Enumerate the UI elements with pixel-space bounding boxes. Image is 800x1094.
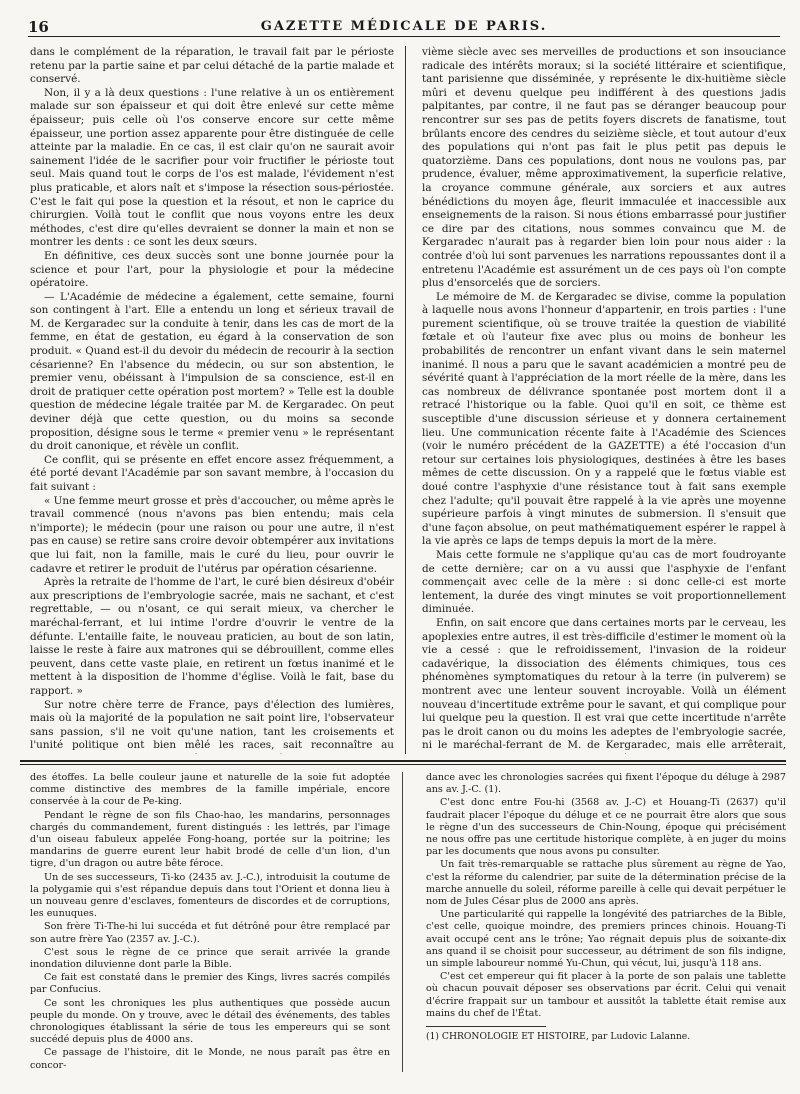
paragraph: Ce conflit, qui se présente en effet encore assez fréquemment, a été porté devant l'Académie par son savant membre, à l'occasion du fait suivant : xyxy=(30,453,394,493)
paragraph: Sur notre chère terre de France, pays d'élection des lumières, mais où la majorité de la population ne sait point lire, l'observateur sans passion, s'il ne voit qu'une nation, tant les croisements et l'unité politique ont bien mêlé les races, sait reconnaître au xyxy=(30,698,394,752)
paragraph: Mais cette formule ne s'applique qu'au cas de mort foudroyante de cette dernière; car on a vu aussi que l'asphyxie de l'enfant commençait avec celle de la mère : si donc celle-ci est morte lentement, la durée des vingt minutes se voit proportionnellement diminuée. xyxy=(422,548,786,616)
paragraph: Ce fait est constaté dans le premier des Kings, livres sacrés compilés par Confucius. xyxy=(30,972,390,996)
footnote-rule xyxy=(426,1026,546,1027)
paragraph: Le mémoire de M. de Kergaradec se divise, comme la population à laquelle nous avons l'honneur d'appartenir, en trois parties : l'une purement scientifique, où se trouve traitée la question de viabilité fœtale et où l'auteur fixe avec plus ou moins de bonheur les probabilités de rencontrer un enfant vivant dans le sein maternel inanimé. Il nous a paru que le savant académicien a montré peu de sévérité quant à l'appréciation de la mort réelle de la mère, dans les cas nombreux de délivrance spontanée post mortem dont il a retracé l'historique ou la fable. Quoi qu'il en soit, ce thème est susceptible d'une discussion sérieuse et y donnera certainement lieu. Une communication récente faite à l'Académie des Sciences (voir le numéro précédent de la GAZETTE) a été l'occasion d'un retour sur certaines lois physiologiques, destinées à être les bases mêmes de cette discussion. On y a rappelé que le fœtus viable est doué contre l'asphyxie d'une résistance tout à fait sans exemple chez l'adulte; qu'il pouvait être rappelé à la vie après une moyenne supérieure parfois à vingt minutes de submersion. Il s'ensuit que d'une façon absolue, on peut mathématiquement espérer le rappel à la vie après ce laps de temps depuis la mort de la mère. xyxy=(422,290,786,548)
paragraph: dance avec les chronologies sacrées qui fixent l'époque du déluge à 2987 ans av. J.-C. (1). xyxy=(426,772,786,796)
paragraph: des étoffes. La belle couleur jaune et naturelle de la soie fut adoptée comme distinctive des membres de la famille impériale, encore conservée à la cour de Pe-king. xyxy=(30,772,390,808)
page-header xyxy=(28,10,780,37)
paragraph: C'est sous le règne de ce prince que serait arrivée la grande inondation diluvienne dont parle la Bible. xyxy=(30,946,390,971)
feuilleton-left-column xyxy=(30,772,390,1082)
feuilleton-right-column xyxy=(426,772,786,1082)
paragraph: Ce sont les chroniques les plus authentiques que possède aucun peuple du monde. On y trouve, avec le détail des événements, des tables chronologiques établissant la série de tous les empereurs qui se sont succédé depuis plus de 4000 ans. xyxy=(30,997,390,1046)
feuilleton-rule xyxy=(20,760,786,762)
feuilleton-column-divider xyxy=(402,772,403,1072)
paragraph: Non, il y a là deux questions : l'une relative à un os entièrement malade sur son épaisseur et qui doit être enlevé sur cette même épaisseur; puis celle où l'os conserve encore sur cette même épaisseur, une portion assez apparente pour être distinguée de celle atteinte par la maladie. En ce cas, il est clair qu'on ne saurait avoir sainement l'idée de le sacrifier pour voir fructifier le périoste tout seul. Mais quand tout le corps de l'os est malade, l'évidement n'est plus praticable, et alors naît et s'impose la résection sous-périostée. C'est le fait qui pose la question et la résout, et non le caprice du chirurgien. Voilà tout le conflit que nous voyons entre les deux méthodes, c'est dire qu'elles devraient se donner la main et non se montrer les dents : ce sont les deux sœurs. xyxy=(30,86,394,249)
paragraph: Un de ses successeurs, Ti-ko (2435 av. J.-C.), introduisit la coutume de la polygamie qui s'est répandue depuis dans tout l'Orient et donna lieu à un nouveau genre d'esclaves, fomenteurs de discordes et de corruptions, les eunuques. xyxy=(30,871,390,920)
paragraph: Enfin, on sait encore que dans certaines morts par le cerveau, les apoplexies entre autres, il est très-difficile d'estimer le moment où la vie a cessé : que le refroidissement, l'invasion de la roideur cadavérique, la dissociation des éléments chimiques, tous ces phénomènes symptomatiques du retour à la terre (in pulverem) se montrent avec une lenteur souvent incroyable. Voilà un élément nouveau d'incertitude extrême pour le savant, et qui complique pour lui quelque peu la question. Il est vrai que cette incertitude n'arrête pas le droit canon ou du moins les adeptes de l'embryologie sacrée, ni le maréchal-ferrant de M. de Kergaradec, mais elle arrêterait, xyxy=(422,616,786,752)
paragraph: vième siècle avec ses merveilles de productions et son insouciance radicale des intérêts moraux; si la société littéraire et scientifique, tant parisienne que disséminée, y représente le dix-huitième siècle mûri et devenu quelque peu indifférent à des questions jadis palpitantes, par contre, il ne faut pas se déranger beaucoup pour rencontrer sur ses pas de petits foyers discrets de fanatisme, tout brûlants encore des cendres du seizième siècle, et tout autour d'eux des populations qui n'ont pas fait le plus petit pas depuis le quatorzième. Dans ces populations, dont nous ne voulons pas, par prudence, évaluer, même approximativement, la superficie relative, la croyance commune générale, aux sorciers et aux autres bénédictions du moyen âge, fleurit immaculée et inaccessible aux enseignements de la raison. Si nous étions embarrassé pour justifier ce dire par des citations, nous sommes convaincu que M. de Kergaradec n'aurait pas à regarder bien loin pour nous aider : la contrée d'où lui sont parvenues les narrations repoussantes dont il a entretenu l'Académie est assurément un de ces pays où l'on compte plus d'ensorcelés que de sorciers. xyxy=(422,46,786,290)
paragraph: Son frère Ti-The-hi lui succéda et fut détrôné pour être remplacé par son autre frère Yao (2357 av. J.-C.). xyxy=(30,921,390,945)
paragraph: Pendant le règne de son fils Chao-hao, les mandarins, personnages chargés du commandement, furent distingués : les lettrés, par l'image d'un oiseau fabuleux appelée Fong-hoang, portée sur la poitrine; les mandarins de guerre eurent leur habit brodé de celle d'un lion, d'un tigre, d'un dragon ou autre bête féroce. xyxy=(30,809,390,870)
paragraph: — L'Académie de médecine a également, cette semaine, fourni son contingent à l'art. Elle a entendu un long et sérieux travail de M. de Kergaradec sur la conduite à tenir, dans les cas de mort de la femme, en état de gestation, eu égard à la conservation de son produit. « Quand est-il du devoir du médecin de recourir à la section césarienne? En l'absence du médecin, ou sur son abstention, le premier venu, obéissant à l'impulsion de sa conscience, est-il en droit de pratiquer cette opération post mortem? » Telle est la double question de médecine légale traitée par M. de Kergaradec. On peut deviner déjà que cette question, ou du moins sa seconde proposition, désigne sous le terme « premier venu » le représentant du droit canonique, et révèle un conflit. xyxy=(30,290,394,453)
paragraph: Une particularité qui rappelle la longévité des patriarches de la Bible, c'est celle, quoique moindre, des premiers princes chinois. Houang-Ti avait occupé cent ans le trône; Yao régnait depuis plus de soixante-dix ans quand il se choisit pour successeur, au détriment de son fils indigne, un simple laboureur nommé Yu-Chun, qui vécut, lui, jusqu'à 118 ans. xyxy=(426,909,786,970)
feuilleton-rule-thin xyxy=(20,764,786,765)
running-title: GAZETTE MÉDICALE DE PARIS. xyxy=(260,19,548,34)
right-column xyxy=(422,46,786,754)
footnote: (1) CHRONOLOGIE ET HISTOIRE, par Ludovic Lalanne. xyxy=(426,1030,691,1042)
paragraph: C'est cet empereur qui fit placer à la porte de son palais une tablette où chacun pouvait déposer ses observations par écrit. Celui qui venait d'écrire frappait sur un tambour et aussitôt la tablette était remise aux mains du chef de l'État. xyxy=(426,971,786,1019)
column-divider xyxy=(405,46,406,754)
paragraph: « Une femme meurt grosse et près d'accoucher, ou même après le travail commencé (nous n'avons pas bien entendu; mais cela n'importe); le médecin (pour une raison ou pour une autre, il n'est pas en cause) se retire sans croire devoir obtempérer aux invitations que lui fait, non la famille, mais le curé du lieu, pour ouvrir le cadavre et retirer le produit de l'utérus par opération césarienne. xyxy=(30,494,394,575)
paragraph: Ce passage de l'histoire, dit le Monde, ne nous paraît pas être en concor- xyxy=(30,1047,390,1071)
paragraph: En définitive, ces deux succès sont une bonne journée pour la science et pour l'art, pour la physiologie et pour la médecine opératoire. xyxy=(30,249,394,290)
paragraph: Après la retraite de l'homme de l'art, le curé bien désireux d'obéir aux prescriptions de l'embryologie sacrée, mais ne sachant, et c'est regrettable, — ou n'osant, ce qui serait mieux, va chercher le maréchal-ferrant, et lui intime l'ordre d'ouvrir le ventre de la défunte. L'entaille faite, le nouveau praticien, au bout de son latin, laisse le reste à faire aux matrones qui se débrouillent, comme elles peuvent, dans cette vaste plaie, en retirent un fœtus inanimé et le mettent à la disposition de l'homme d'église. Voilà le fait, base du rapport. » xyxy=(30,576,394,697)
main-article xyxy=(30,46,786,754)
paragraph: Un fait très-remarquable se rattache plus sûrement au règne de Yao, c'est la réforme du calendrier, par suite de la détermination précise de la marche annuelle du soleil, réforme pareille à celle qui devait perpétuer le nom de Jules César plus de 2000 ans après. xyxy=(426,859,786,908)
paragraph: dans le complément de la réparation, le travail fait par le périoste retenu par la partie saine et par celui détaché de la partie malade et conservé. xyxy=(30,46,394,86)
paragraph: C'est donc entre Fou-hi (3568 av. J.-C) et Houang-Ti (2637) qu'il faudrait placer l'époque du déluge et ce ne pourrait être alors que sous le règne d'un des successeurs de Chin-Noung, époque qui précisément ne nous offre pas une certitude historique complète, à en juger du moins par les documents que nous avons pu consulter. xyxy=(426,797,786,858)
page-number: 16 xyxy=(28,18,49,36)
left-column xyxy=(30,46,394,754)
feuilleton xyxy=(30,772,786,1082)
